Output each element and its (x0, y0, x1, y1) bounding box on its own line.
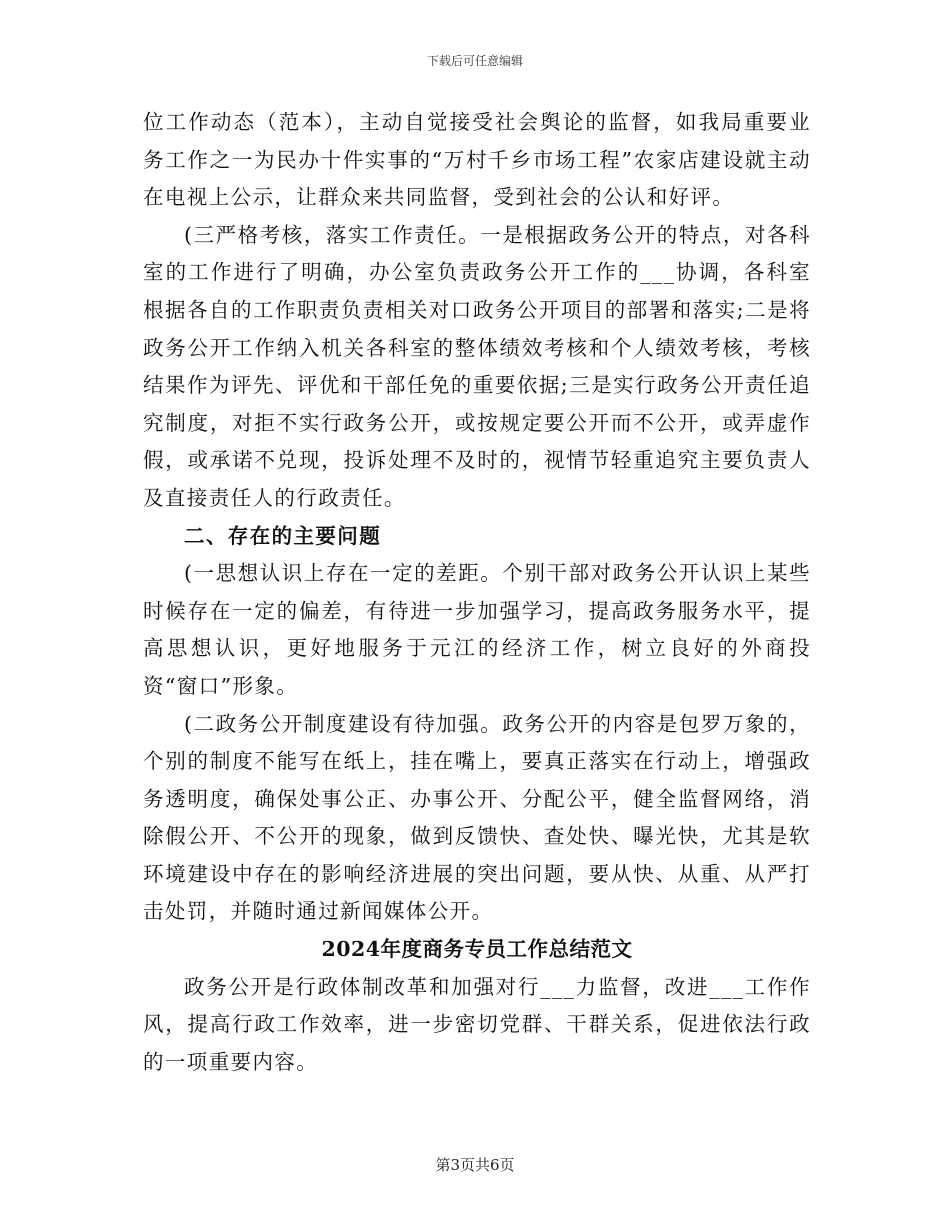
page-footer: 第3页共6页 (435, 1156, 515, 1174)
paragraph-continuation: 位工作动态（范本），主动自觉接受社会舆论的监督，如我局重要业务工作之一为民办十件实事的“万村千乡市场工程”农家店建设就主动在电视上公示，让群众来共同监督，受到社会的公认和好评。 (143, 110, 811, 210)
paragraph-strict-assessment: (三严格考核，落实工作责任。一是根据政务公开的特点，对各科室的工作进行了明确，办公室负责政务公开工作的___协调，各科室根据各自的工作职责负责相关对口政务公开项目的部署和落实;二是将政务公开工作纳入机关各科室的整体绩效考核和个人绩效考核，考核结果作为评先、评优和干部任免的重要依据;三是实行政务公开责任追究制度，对拒不实行政务公开，或按规定要公开而不公开，或弄虚作假，或承诺不兑现，投诉处理不及时的，视情节轻重追究主要负责人及直接责任人的行政责任。 (143, 222, 811, 510)
page-header: 下载后可任意编辑 (426, 54, 523, 68)
section-heading-main-problems: 二、存在的主要问题 (184, 523, 382, 548)
document-title: 2024年度商务专员工作总结范文 (321, 937, 633, 962)
paragraph-system-construction: (二政务公开制度建设有待加强。政务公开的内容是包罗万象的，个别的制度不能写在纸上，挂在嘴上，要真正落实在行动上，增强政务透明度，确保处事公正、办事公开、分配公平，健全监督网络，消除假公开、不公开的现象，做到反馈快、查处快、曝光快，尤其是软环境建设中存在的影响经济进展的突出问题，要从快、从重、从严打击处罚，并随时通过新闻媒体公开。 (143, 711, 811, 924)
paragraph-ideological-gap: (一思想认识上存在一定的差距。个别干部对政务公开认识上某些时候存在一定的偏差，有待进一步加强学习，提高政务服务水平，提高思想认识，更好地服务于元江的经济工作，树立良好的外商投资“窗口”形象。 (143, 561, 811, 698)
document-body (143, 104, 811, 1081)
paragraph-intro: 政务公开是行政体制改革和加强对行___力监督，改进___工作作风，提高行政工作效率，进一步密切党群、干群关系，促进依法行政的一项重要内容。 (143, 974, 811, 1074)
